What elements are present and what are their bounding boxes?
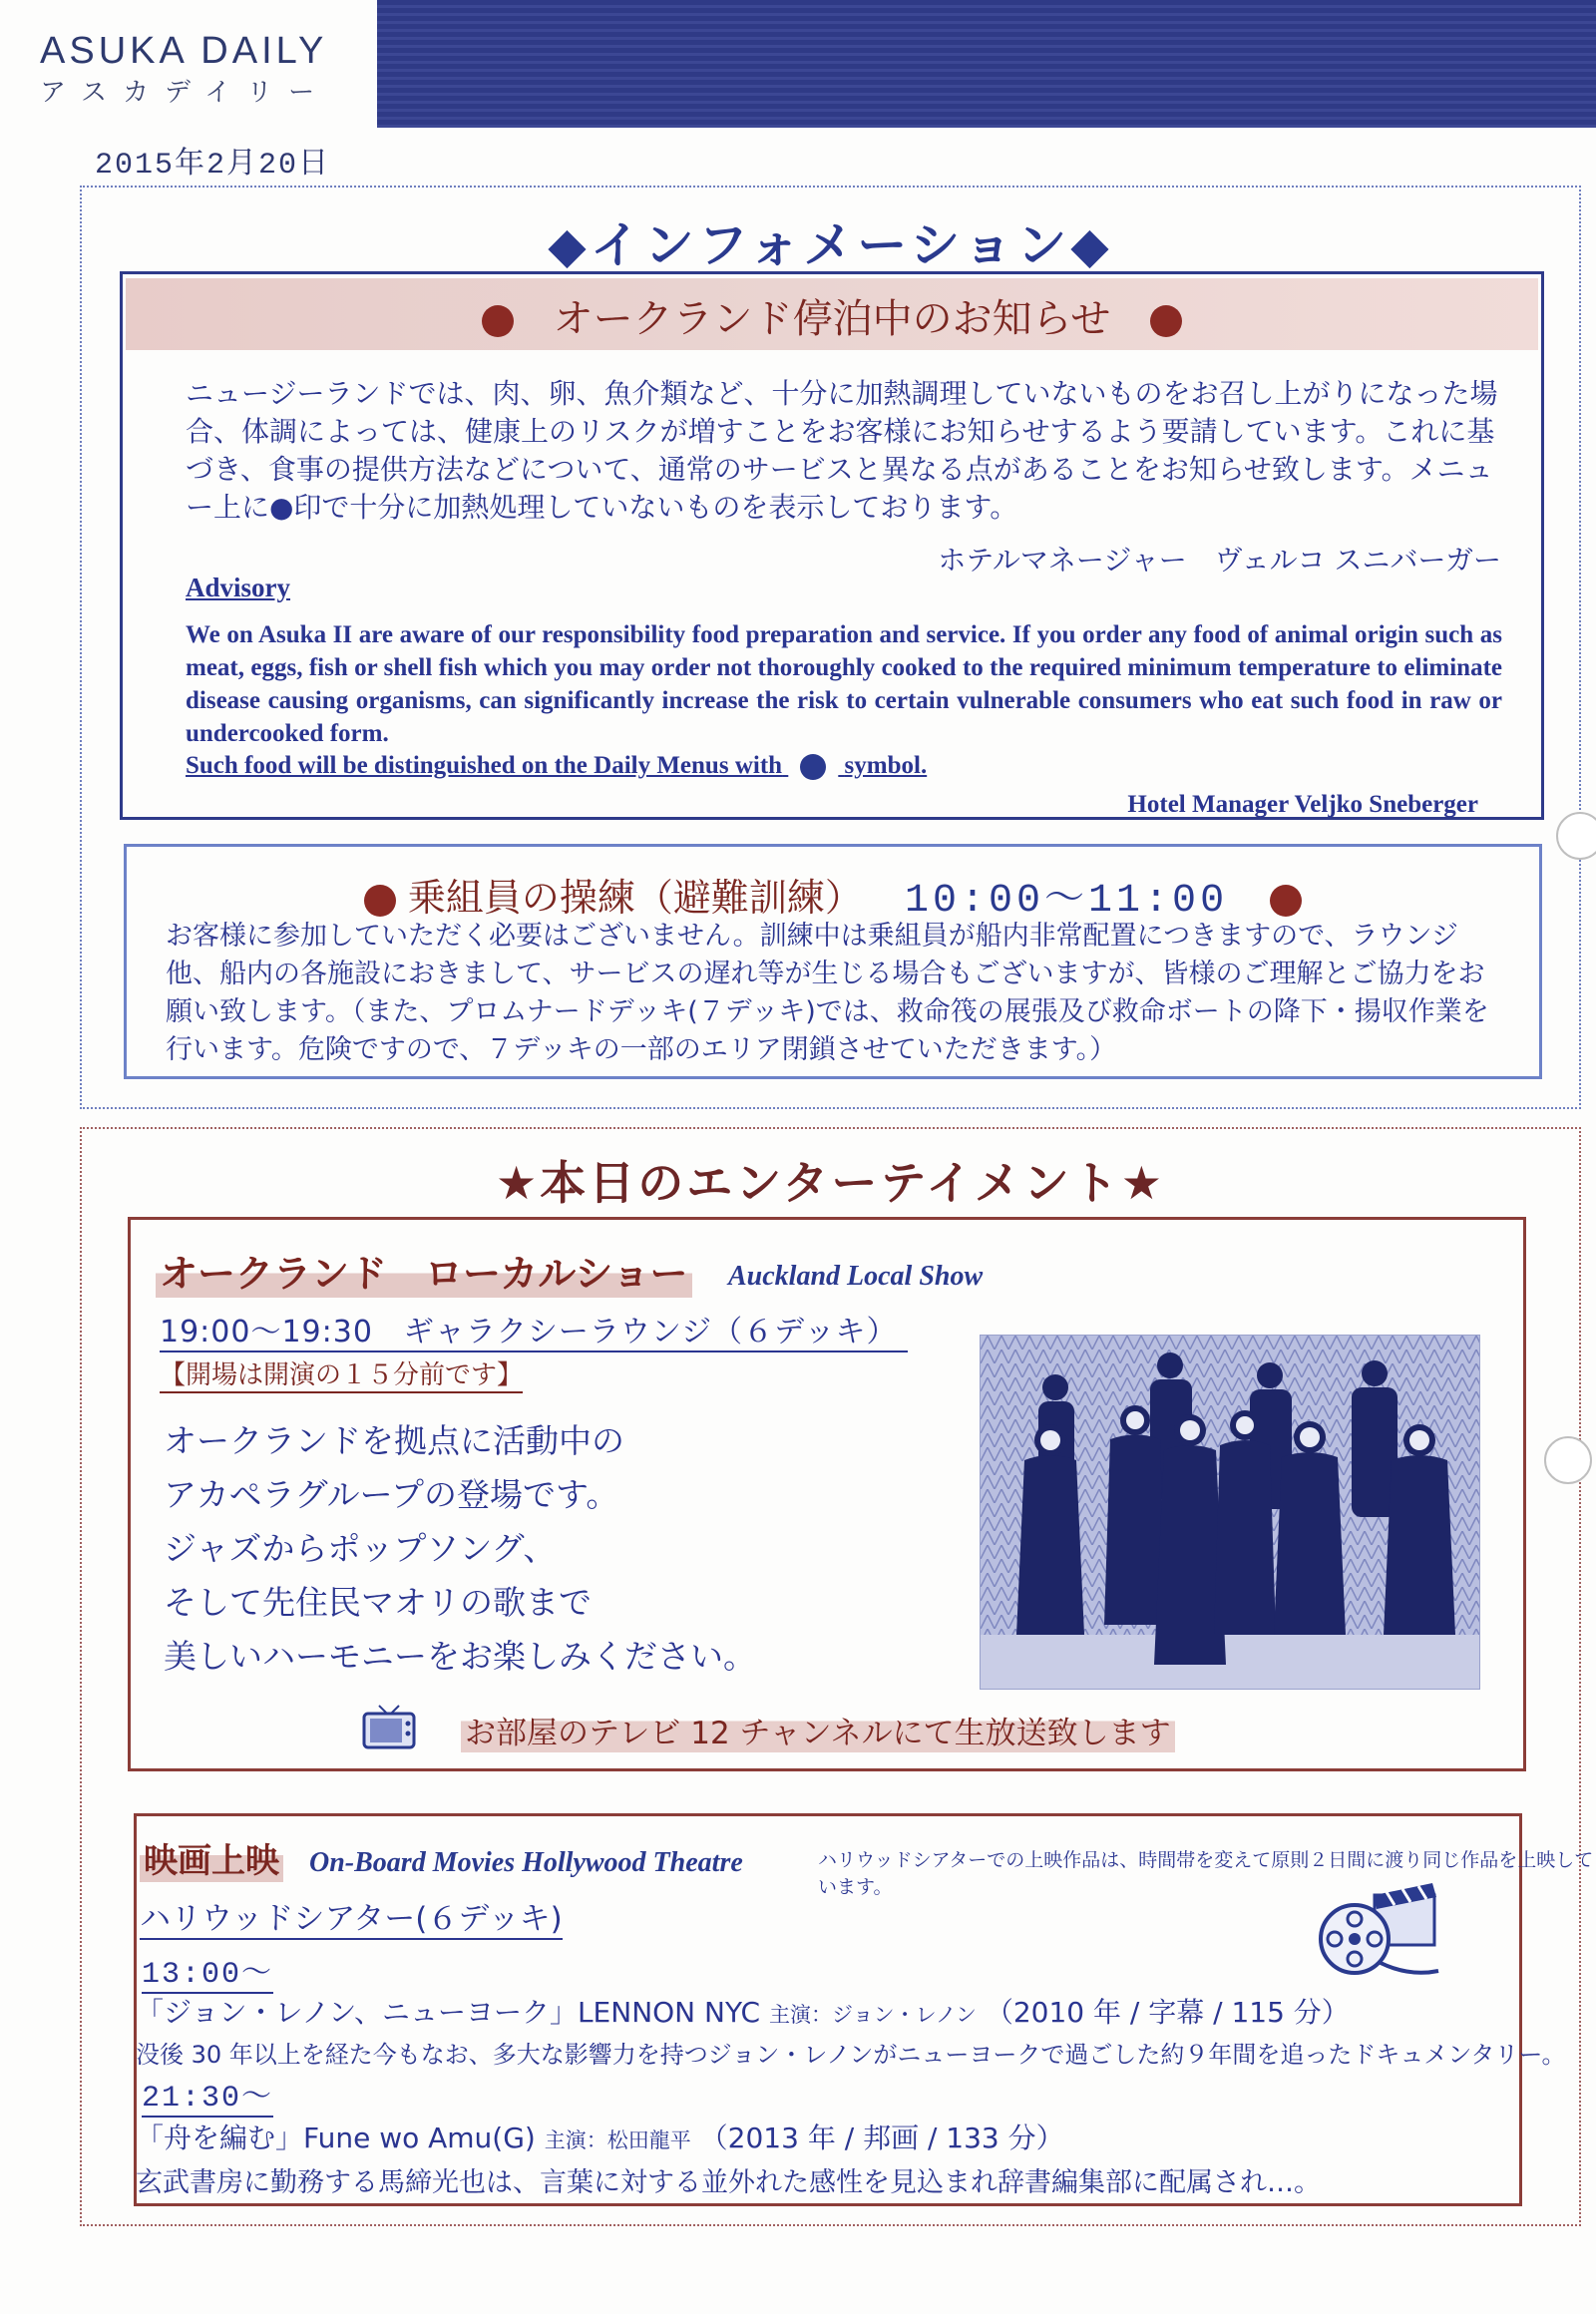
movies-title-en: On-Board Movies Hollywood Theatre: [309, 1847, 743, 1878]
description-line: 美しいハーモニーをお楽しみください。: [164, 1637, 756, 1676]
movie-1-description: 没後 30 年以上を経た今もなお、多大な影響力を持つジョン・レノンがニューヨークで過ごした約９年間を追ったドキュメンタリー。: [136, 2041, 1566, 2069]
acappella-group-photo: [980, 1335, 1480, 1690]
auckland-notice-heading-text: オークランド停泊中のお知らせ: [553, 296, 1111, 342]
local-show-time-venue: 19:00～19:30 ギャラクシーラウンジ（６デッキ）: [160, 1307, 908, 1352]
movie-1-title-line: [136, 1991, 1350, 2031]
information-title: ◆インフォメーション◆: [548, 216, 1113, 274]
movie-1-cast: 主演：ジョン・レノン: [769, 2003, 977, 2027]
brand-kana: アスカデイリー: [40, 78, 331, 108]
binder-punch-hole: [1544, 1436, 1592, 1484]
bullet-dot-icon: [1270, 885, 1302, 917]
movie-1-info: （2010 年 / 字幕 / 115 分）: [985, 1996, 1350, 2029]
movie-1-time: 13:00～: [142, 1947, 273, 1994]
local-show-description: [164, 1414, 756, 1684]
advisory-title: Advisory: [186, 573, 291, 602]
advisory-symbol-post: symbol.: [844, 752, 928, 779]
movies-venue: ハリウッドシアター(６デッキ): [140, 1893, 563, 1940]
crew-drill-title: 乗組員の操練（避難訓練）: [407, 876, 863, 920]
local-show-title-jp: オークランド ローカルショー: [156, 1243, 692, 1298]
local-show-title-en: Auckland Local Show: [728, 1261, 984, 1292]
description-line: ジャズからポップソング、: [164, 1529, 557, 1568]
issue-date: 2015年2月20日: [95, 149, 331, 183]
movie-2-info: （2013 年 / 邦画 / 133 分）: [699, 2121, 1064, 2154]
local-show-doors: 【開場は開演の１５分前です】: [160, 1354, 523, 1393]
bullet-dot-icon: [482, 305, 514, 337]
movie-1-title: 「ジョン・レノン、ニューヨーク」LENNON NYC: [136, 1996, 761, 2029]
undercooked-symbol-icon: [800, 754, 826, 780]
auckland-notice-heading: [126, 287, 1538, 344]
movie-2-title-line: [136, 2117, 1064, 2156]
advisory-text: We on Asuka II are aware of our responsibility food preparation and service. If you order any food of animal origin such as meat, eggs, fish or shell fish which you may order not thoroughly cooked to the required minimum temperature to eliminate disease causing organisms, can significantly increase the risk to certain vulnerable consumers who eat such food in raw or undercooked form.: [186, 621, 1502, 747]
movies-title-jp: 映画上映: [140, 1833, 283, 1882]
crew-drill-text: お客様に参加していただく必要はございません。訓練中は乗組員が船内非常配置につきますので、ラウンジ他、船内の各施設におきまして、サービスの遅れ等が生じる場合もございますが、皆様のご理解とご協力をお願い致します。（また、プロムナードデッキ(７デッキ)では、救命筏の展張及び救命ボートの降下・揚収作業を行います。危険ですので、７デッキの一部のエリア閉鎖させていただきます。）: [166, 921, 1489, 1065]
movie-2-time: 21:30～: [142, 2071, 273, 2118]
auckland-notice-jp-text: ニュージーランドでは、肉、卵、魚介類など、十分に加熱調理していないものをお召し上がりになった場合、体調によっては、健康上のリスクが増すことをお客様にお知らせするよう要請しています。これに基づき、食事の提供方法などについて、通常のサービスと異なる点があることをお知らせ致します。メニュー上に●印で十分に加熱処理していないものを表示しております。: [186, 377, 1498, 524]
movie-2-cast: 主演：松田龍平: [544, 2128, 691, 2152]
entertainment-title: ★本日のエンターテイメント★: [496, 1156, 1165, 1210]
crew-drill-heading: [124, 866, 1542, 924]
bullet-dot-icon: [364, 885, 396, 917]
movies-schedule-note: ハリウッドシアターでの上映作品は、時間帯を変えて原則２日間に渡り同じ作品を上映しています。: [818, 1849, 1594, 1898]
description-line: そして先住民マオリの歌まで: [164, 1583, 592, 1622]
group-photo-illustration: [981, 1336, 1479, 1689]
description-line: オークランドを拠点に活動中の: [164, 1421, 624, 1460]
advisory-symbol-pre: Such food will be distinguished on the Daily Menus with: [186, 752, 783, 779]
header-stripe-band: [377, 0, 1596, 128]
film-reel-clapper-icon: [1315, 1877, 1444, 1991]
brand-title: ASUKA DAILY: [40, 30, 328, 72]
auckland-notice-jp-signature: ホテルマネージャー ヴェルコ スニバーガー: [938, 544, 1501, 577]
advisory-signature: Hotel Manager Veljko Sneberger: [1127, 791, 1478, 818]
description-line: アカペラグループの登場です。: [164, 1475, 619, 1514]
movie-2-description: 玄武書房に勤務する馬締光也は、言葉に対する並外れた感性を見込まれ辞書編集部に配属され…。: [136, 2167, 1321, 2198]
bullet-dot-icon: [1150, 305, 1182, 337]
crew-drill-time: 10:00～11:00: [905, 879, 1229, 924]
advisory-symbol-line: [186, 752, 927, 780]
movie-2-title: 「舟を編む」Fune wo Amu(G): [136, 2121, 536, 2154]
tv-broadcast-note: お部屋のテレビ 12 チャンネルにて生放送致します: [461, 1708, 1175, 1752]
tv-icon: [361, 1704, 417, 1755]
binder-punch-hole: [1556, 812, 1596, 860]
